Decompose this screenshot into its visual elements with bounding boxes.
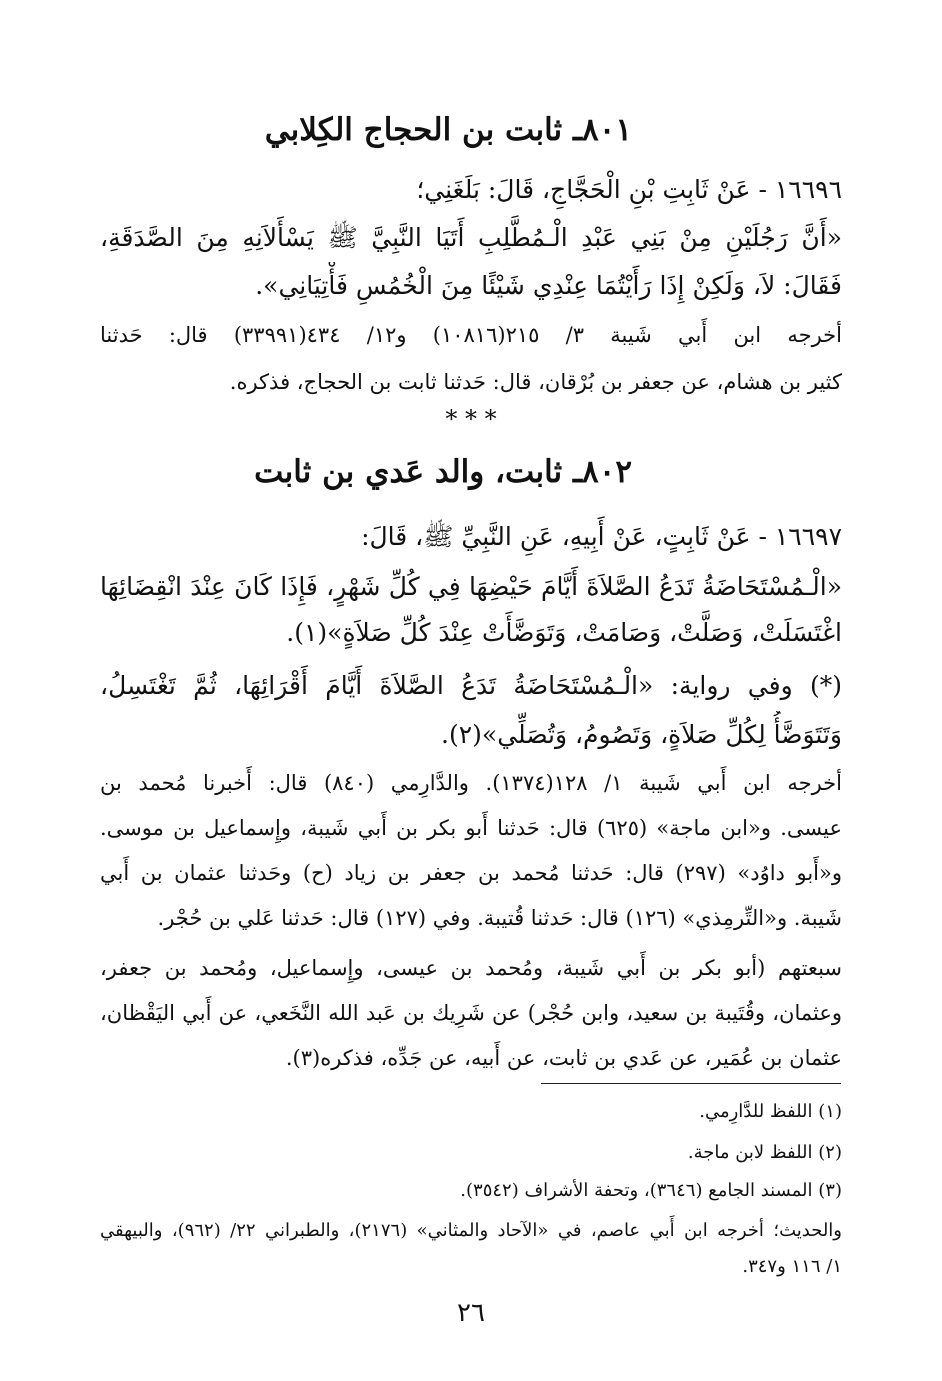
takhrij-16697-line-2: عيسى. و«ابن ماجة» (٦٢٥) قال: حَدثنا أَبو بكر بن أَبي شَيبة، وإِسماعيل بن موسى. [100, 816, 842, 840]
hadith-16696-line-2: «أَنَّ رَجُلَيْنِ مِنْ بَنِي عَبْدِ الْـمُطَّلِبِ أَتَيَا النَّبِيَّ ﷺ يَسْأَلاَنِهِ مِنَ الصَّدَقَةِ، [100, 223, 842, 252]
riwaya-line-1: (*) وفي رواية: «الْـمُسْتَحَاضَةُ تَدَعُ الصَّلاَةَ أَيَّامَ أَقْرَائِهَا، ثُمَّ تَغْتَسِلُ، [100, 671, 842, 700]
takhrij-16697-line-1: أخرجه ابن أَبي شَيبة ١/ ١٢٨(١٣٧٤). والدَّارِمي (٨٤٠) قال: أَخبرنا مُحمد بن [100, 771, 842, 795]
takhrij-16697-line-3: و«أَبو داوُد» (٢٩٧) قال: حَدثنا مُحمد بن جعفر بن زياد (ح) وحَدثنا عثمان بن أَبي [100, 861, 842, 885]
hadith-16697-line-1: ١٦٦٩٧ - عَنْ ثَابِتٍ، عَنْ أَبِيهِ، عَنِ النَّبِيِّ ﷺ، قَالَ: [361, 522, 842, 551]
section-separator: * * * [445, 405, 497, 433]
hadith-16697-line-2: «الْـمُسْتَحَاضَةُ تَدَعُ الصَّلاَةَ أَيَّامَ حَيْضِهَا فِي كُلِّ شَهْرٍ، فَإِذَا كَانَ عِنْدَ انْقِضَائِهَا [100, 572, 842, 601]
footnote-3-continuation: والحديث؛ أخرجه ابن أَبي عاصم، في «الآحاد والمثاني» (٢١٧٦)، والطبراني ٢٢/ (٩٦٢)، والبيهقي [100, 1220, 842, 1241]
takhrij-16696-line-1: أخرجه ابن أَبي شَيبة ٣/ ٢١٥(١٠٨١٦) و١٢/ ٤٣٤(٣٣٩٩١) قال: حَدثنا [100, 323, 842, 347]
page-number: ٢٦ [457, 1298, 485, 1328]
footnote-3-continuation-end: ١/ ١١٦ و٣٤٧. [742, 1256, 842, 1277]
sabatuhum-line-3: عثمان بن عُمَير، عن عَدي بن ثابت، عن أَبيه، عن جَدِّه، فذكره(٣). [285, 1046, 842, 1070]
sabatuhum-line-2: وعثمان، وقُتَيبة بن سعيد، وابن حُجْر) عن شَرِيك بن عَبد الله النَّخَعي، عن أَبي اليَقْظان، [100, 1001, 842, 1025]
hadith-16696-line-3: فَقَالَ: لاَ، وَلَكِنْ إِذَا رَأَيْتُمَا عِنْدِي شَيْئًا مِنَ الْخُمُسِ فَأْتِيَانِي». [255, 271, 842, 300]
hadith-16696-line-1: ١٦٦٩٦ - عَنْ ثَابِتِ بْنِ الْحَجَّاجِ، قَالَ: بَلَغَنِي؛ [416, 175, 842, 204]
takhrij-16697-line-4: شَيبة. و«التِّرمِذي» (١٢٦) قال: حَدثنا قُتيبة. وفي (١٢٧) قال: حَدثنا عَلي بن حُجْر. [157, 906, 842, 930]
section-title-801: ٨٠١ـ ثابت بن الحجاج الكِلابي [264, 112, 632, 148]
section-title-802: ٨٠٢ـ ثابت، والد عَدي بن ثابت [254, 454, 632, 490]
footnote-3: (٣) المسند الجامع (٣٦٤٦)، وتحفة الأشراف (٣٥٤٢). [460, 1180, 842, 1201]
footnote-divider [541, 1083, 841, 1084]
riwaya-line-2: وَتَتَوَضَّأُ لِكُلِّ صَلاَةٍ، وَتَصُومُ، وَتُصَلِّي»(٢). [441, 720, 842, 749]
footnote-2: (٢) اللفظ لابن ماجة. [687, 1142, 842, 1163]
hadith-16697-line-3: اغْتَسَلَتْ، وَصَلَّتْ، وَصَامَتْ، وَتَوَضَّأَتْ عِنْدَ كُلِّ صَلاَةٍ»(١). [286, 618, 842, 647]
sabatuhum-line-1: سبعتهم (أبو بكر بن أَبي شَيبة، ومُحمد بن عيسى، وإِسماعيل، ومُحمد بن جعفر، [100, 956, 842, 980]
footnote-1: (١) اللفظ للدَّارِمي. [699, 1101, 842, 1122]
takhrij-16696-line-2: كثير بن هشام، عن جعفر بن بُرْقان، قال: حَدثنا ثابت بن الحجاج، فذكره. [229, 370, 842, 394]
